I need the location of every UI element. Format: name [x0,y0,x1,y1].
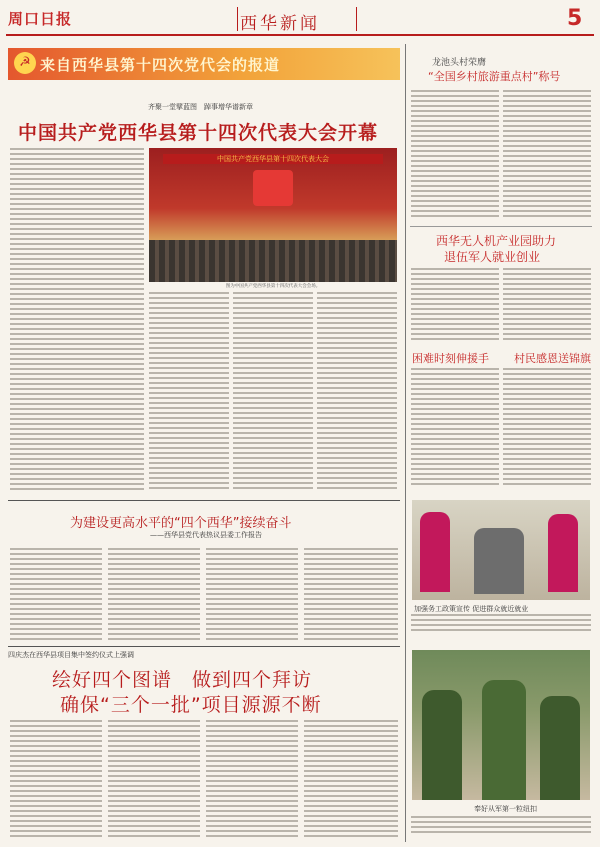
section-divider-2 [8,646,400,647]
story1-title-line2: “全国乡村旅游重点村”称号 [428,70,561,83]
soldier-figure-3 [540,696,580,800]
photo2-desc [411,816,591,842]
second-headline: 为建设更高水平的“四个西华”接续奋斗 [70,516,292,531]
bottom-body-col1 [10,720,102,840]
second-body-col3 [206,548,298,642]
banner-title: 来自西华县第十四次党代会的报道 [40,56,281,74]
bottom-headline-line2: 确保“三个一批”项目源源不断 [60,694,322,716]
villager-figure [474,528,524,594]
story3-title-a: 困难时刻伸援手 [412,352,489,365]
story2-body-col2 [503,268,591,344]
second-subheadline: ——西华县党代表热议县委工作报告 [150,531,262,539]
story1-body-col1 [411,90,499,222]
lead-headline: 中国共产党西华县第十四次代表大会开幕 [18,122,379,144]
photo2-caption: 奉好从军第一粒纽扣 [474,805,537,813]
column-separator [405,44,406,842]
lead-body-col3 [233,292,313,494]
volunteer-figure-2 [548,514,578,592]
lead-body-col-right [314,148,398,282]
bottom-kicker: 四庆杰在西华县项目集中签约仪式上强调 [8,651,134,659]
photo1-caption: 加强务工政策宣传 促进群众就近就业 [414,605,529,613]
second-body-col1 [10,548,102,642]
lead-body-col4 [317,292,397,494]
lead-kicker: 齐聚一堂擘蓝图 踔事增华谱新章 [148,103,253,111]
story2-title-line1: 西华无人机产业园助力 [436,234,557,248]
story1-title-line1: 龙池头村荣膺 [432,58,487,68]
story3-body-col2 [503,368,591,492]
story2-body-col1 [411,268,499,344]
soldier-figure [422,690,462,800]
story1-body-col2 [503,90,591,222]
policy-promo-photo [412,500,590,600]
second-body-col2 [108,548,200,642]
photo-banner: 中国共产党西华县第十四次代表大会 [163,154,383,164]
recruits-photo [412,650,590,800]
second-body-col4 [304,548,398,642]
page-number: 5 [567,6,583,31]
photo-caption: 图为中国共产党西华县第十四次代表大会会场。 [225,284,321,289]
bottom-body-col4 [304,720,398,840]
party-flag-icon [253,170,293,206]
section-title: 西华新闻 [240,14,320,34]
lead-body-col1 [10,148,144,493]
section-divider [8,500,400,501]
bottom-body-col2 [108,720,200,840]
party-emblem-icon: ☭ [14,52,36,74]
soldier-figure-2 [482,680,526,800]
volunteer-figure [420,512,450,592]
story2-title-line2: 退伍军人就业创业 [444,250,541,264]
story3-body-col1 [411,368,499,492]
right-divider-1 [410,226,592,227]
bottom-body-col3 [206,720,298,840]
photo1-desc [411,614,591,638]
bottom-headline-line1: 绘好四个图谱 做到四个拜访 [52,669,313,691]
newspaper-logo: 周口日报 [8,10,73,28]
story3-title-b: 村民感恩送锦旗 [514,352,591,365]
lead-body-col2 [149,292,229,494]
